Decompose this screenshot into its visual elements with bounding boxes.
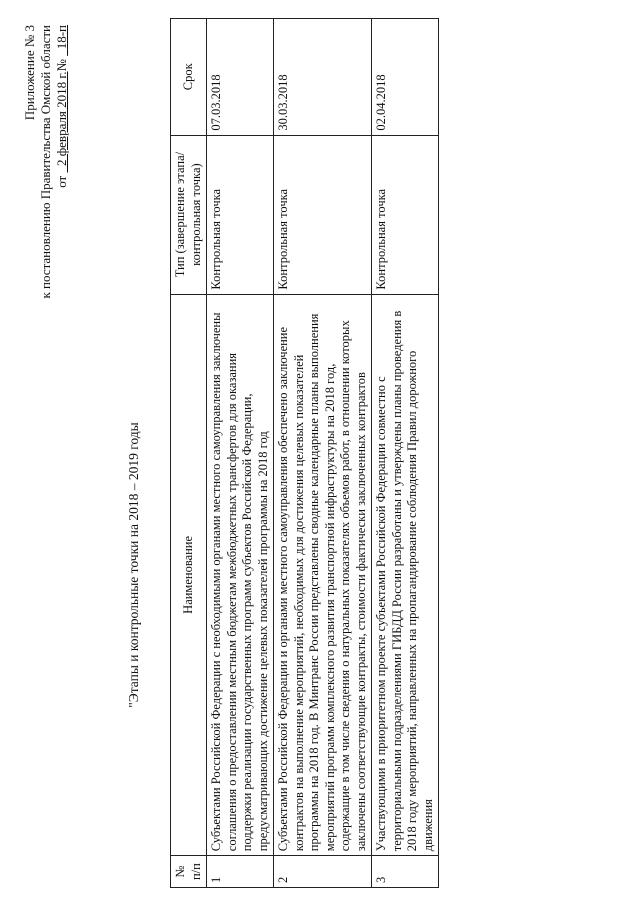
stages-table	[170, 18, 439, 888]
col-header-date: Срок	[171, 19, 207, 136]
row-name: Участвующими в приоритетном проекте субъектами Российской Федерации совместно с территориальными подразделениями ГИБДД России разработаны и утверждены планы проведения в 2018 году мероприятий, направленных на пропагандирование соблюдения Правил дорожного движения	[372, 294, 439, 856]
number-prefix: №	[54, 59, 69, 72]
appendix-header	[22, 25, 70, 325]
decree-date-line	[54, 25, 70, 325]
row-type: Контрольная точка	[372, 135, 439, 294]
decree-date: 2 февраля 2018 г.	[54, 71, 69, 167]
row-type: Контрольная точка	[207, 135, 274, 294]
row-type: Контрольная точка	[274, 135, 372, 294]
table-row	[207, 19, 274, 888]
row-num: 1	[207, 856, 274, 888]
appendix-line: Приложение № 3	[22, 25, 37, 121]
row-date: 07.03.2018	[207, 19, 274, 136]
document-title: "Этапы и контрольные точки на 2018 – 2019 годы	[126, 422, 141, 708]
decree-number: 18-п	[54, 25, 69, 50]
row-date: 30.03.2018	[274, 19, 372, 136]
col-header-name: Наименование	[171, 294, 207, 856]
col-header-num: № п/п	[171, 856, 207, 888]
col-header-type: Тип (завершение этапа/контрольная точка)	[171, 135, 207, 294]
row-num: 2	[274, 856, 372, 888]
table-row	[372, 19, 439, 888]
decree-line: к постановлению Правительства Омской области	[38, 25, 53, 299]
row-name: Субъектами Российской Федерации и органами местного самоуправления обеспечено заключение контрактов на выполнение мероприятий, необходимых для достижения целевых показателей программы на 2018 год. В Минтранс России представлены сводные календарные планы выполнения мероприятий программ комплексного развития транспортной инфраструктуры на 2018 год, содержащие в том числе сведения о натуральных показателях объемов работ, в отношении которых заключены соответствующие контракты, стоимости фактически заключенных контрактов	[274, 294, 372, 856]
table-header-row	[171, 19, 207, 888]
date-prefix: от	[54, 175, 69, 188]
row-name: Субъектами Российской Федерации с необходимыми органами местного самоуправления заключены соглашения о предоставлении местным бюджетам межбюджетных трансфертов для оказания поддержки реализации государственных программ субъектов Российской Федерации, предусматривающих достижение целевых показателей программы на 2018 год	[207, 294, 274, 856]
table-row	[274, 19, 372, 888]
row-date: 02.04.2018	[372, 19, 439, 136]
row-num: 3	[372, 856, 439, 888]
